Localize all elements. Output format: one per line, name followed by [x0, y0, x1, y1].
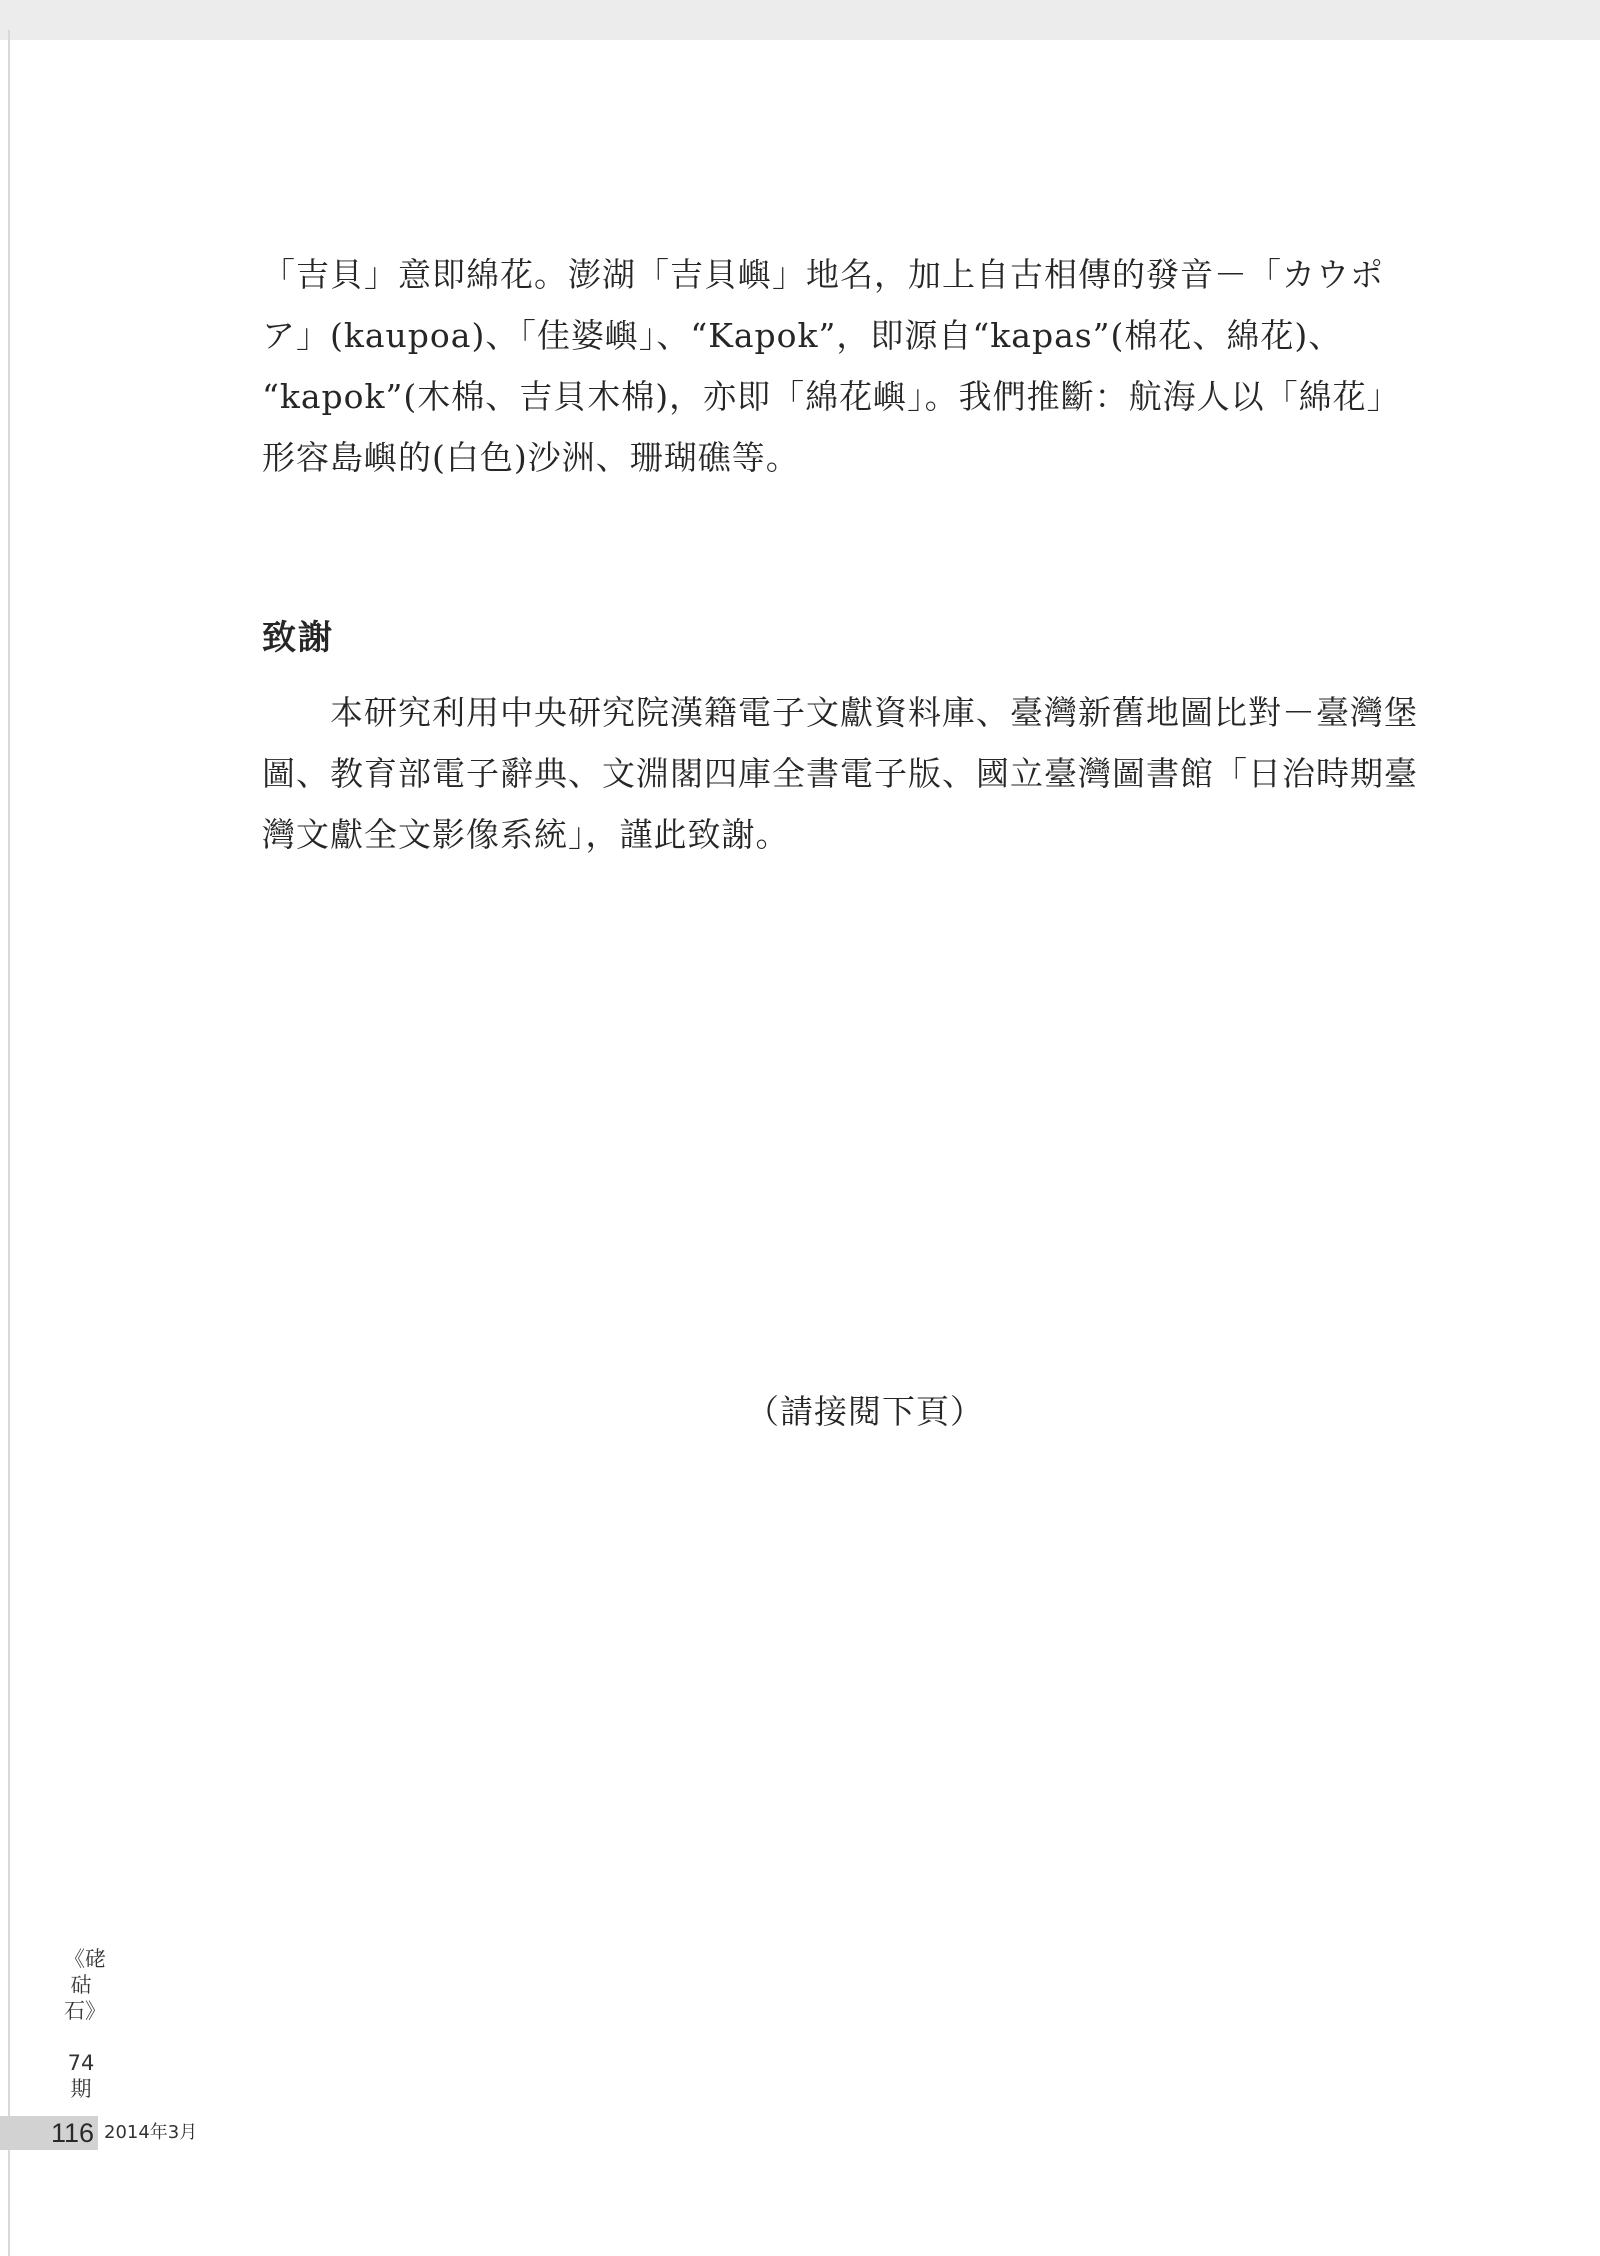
- text-line: ア」(kaupoa)、「佳婆嶼」、“Kapok”，即源自“kapas”(棉花、綿花)、: [262, 316, 1343, 355]
- page-left-edge: [8, 30, 10, 2256]
- text-line: 形容島嶼的(白色)沙洲、珊瑚礁等。: [262, 438, 800, 477]
- acknowledgement-paragraph: [262, 682, 1418, 865]
- issue-number: 74期: [67, 2051, 95, 2101]
- acknowledgement-heading: 致謝: [262, 618, 334, 658]
- continue-note: （請接閱下頁）: [746, 1392, 984, 1431]
- journal-name: 《硓𥑮石》: [64, 1947, 106, 2023]
- issue-date: 2014年3月: [104, 2122, 198, 2143]
- scan-top-shade: [0, 0, 1600, 40]
- text-line: 本研究利用中央研究院漢籍電子文獻資料庫、臺灣新舊地圖比對－臺灣堡: [330, 693, 1418, 732]
- text-line: 灣文獻全文影像系統」，謹此致謝。: [262, 815, 790, 854]
- text-line: 圖、教育部電子辭典、文淵閣四庫全書電子版、國立臺灣圖書館「日治時期臺: [262, 754, 1418, 793]
- text-line: 「吉貝」意即綿花。澎湖「吉貝嶼」地名，加上自古相傳的發音－「カウポ: [262, 255, 1384, 294]
- text-line: “kapok”(木棉、吉貝木棉)，亦即「綿花嶼」。我們推斷：航海人以「綿花」: [262, 377, 1401, 416]
- body-paragraph: [262, 244, 1401, 488]
- page-number: 116: [50, 2118, 94, 2148]
